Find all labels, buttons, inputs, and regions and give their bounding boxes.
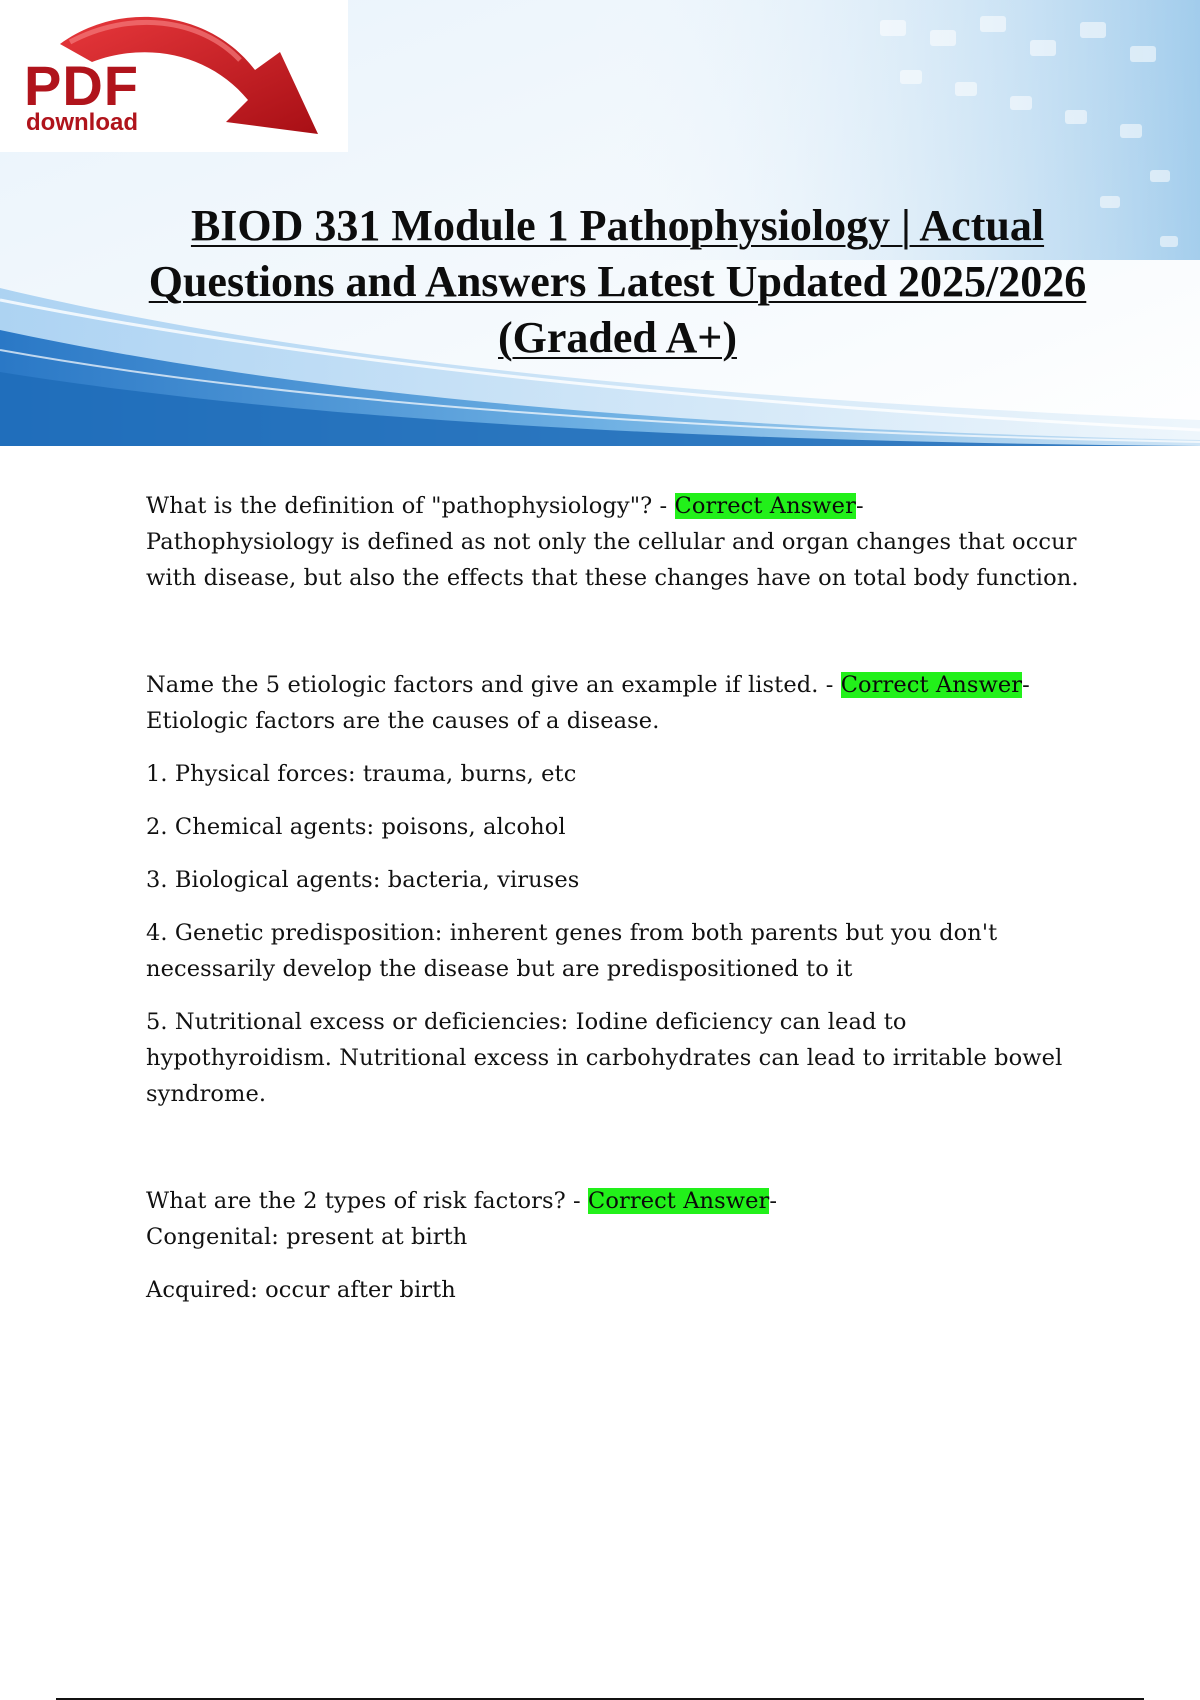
answer-text: Congenital: present at birth — [146, 1224, 468, 1250]
question-line — [146, 488, 1086, 524]
list-item: 1. Physical forces: trauma, burns, etc — [146, 761, 577, 787]
answer-tag-suffix: - — [769, 1188, 778, 1214]
answer-text: Etiologic factors are the causes of a disease. — [146, 708, 660, 734]
correct-answer-highlight: Correct Answer — [674, 493, 856, 519]
question-line — [146, 1183, 1086, 1219]
question-line — [146, 667, 1086, 703]
list-item: 4. Genetic predisposition: inherent genes from both parents but you don't necessarily develop the disease but are predispositioned to it — [146, 920, 998, 982]
correct-answer-highlight: Correct Answer — [588, 1188, 770, 1214]
qa-item — [146, 488, 1086, 596]
list-item: 3. Biological agents: bacteria, viruses — [146, 867, 580, 893]
answer-text: Pathophysiology is defined as not only the cellular and organ changes that occur with disease, but also the effects that these changes have on total body function. — [146, 529, 1079, 591]
question-text: What is the definition of "pathophysiology"? - — [146, 493, 675, 519]
logo-download-text: download — [26, 109, 138, 136]
pdf-download-logo — [0, 0, 348, 152]
qa-item — [146, 1183, 1086, 1308]
list-item: Acquired: occur after birth — [146, 1277, 456, 1303]
correct-answer-highlight: Correct Answer — [840, 672, 1023, 698]
list-item: 5. Nutritional excess or deficiencies: Iodine deficiency can lead to hypothyroidism. Nutritional excess in carbohydrates can lead to irritable bowel syndrome. — [146, 1009, 1063, 1107]
qa-content — [146, 488, 1086, 1308]
answer-tag-suffix: - — [855, 493, 864, 519]
answer-tag-suffix: - — [1022, 672, 1030, 698]
qa-item — [146, 667, 1086, 1112]
question-text: Name the 5 etiologic factors and give an example if listed. - — [146, 672, 841, 698]
question-text: What are the 2 types of risk factors? - — [146, 1188, 589, 1214]
header-banner — [0, 0, 1200, 450]
list-item: 2. Chemical agents: poisons, alcohol — [146, 814, 566, 840]
logo-pdf-text: PDF — [24, 54, 139, 117]
document-title: BIOD 331 Module 1 Pathophysiology | Actual Questions and Answers Latest Updated 2025/2026 (Graded A+) — [148, 201, 1087, 362]
